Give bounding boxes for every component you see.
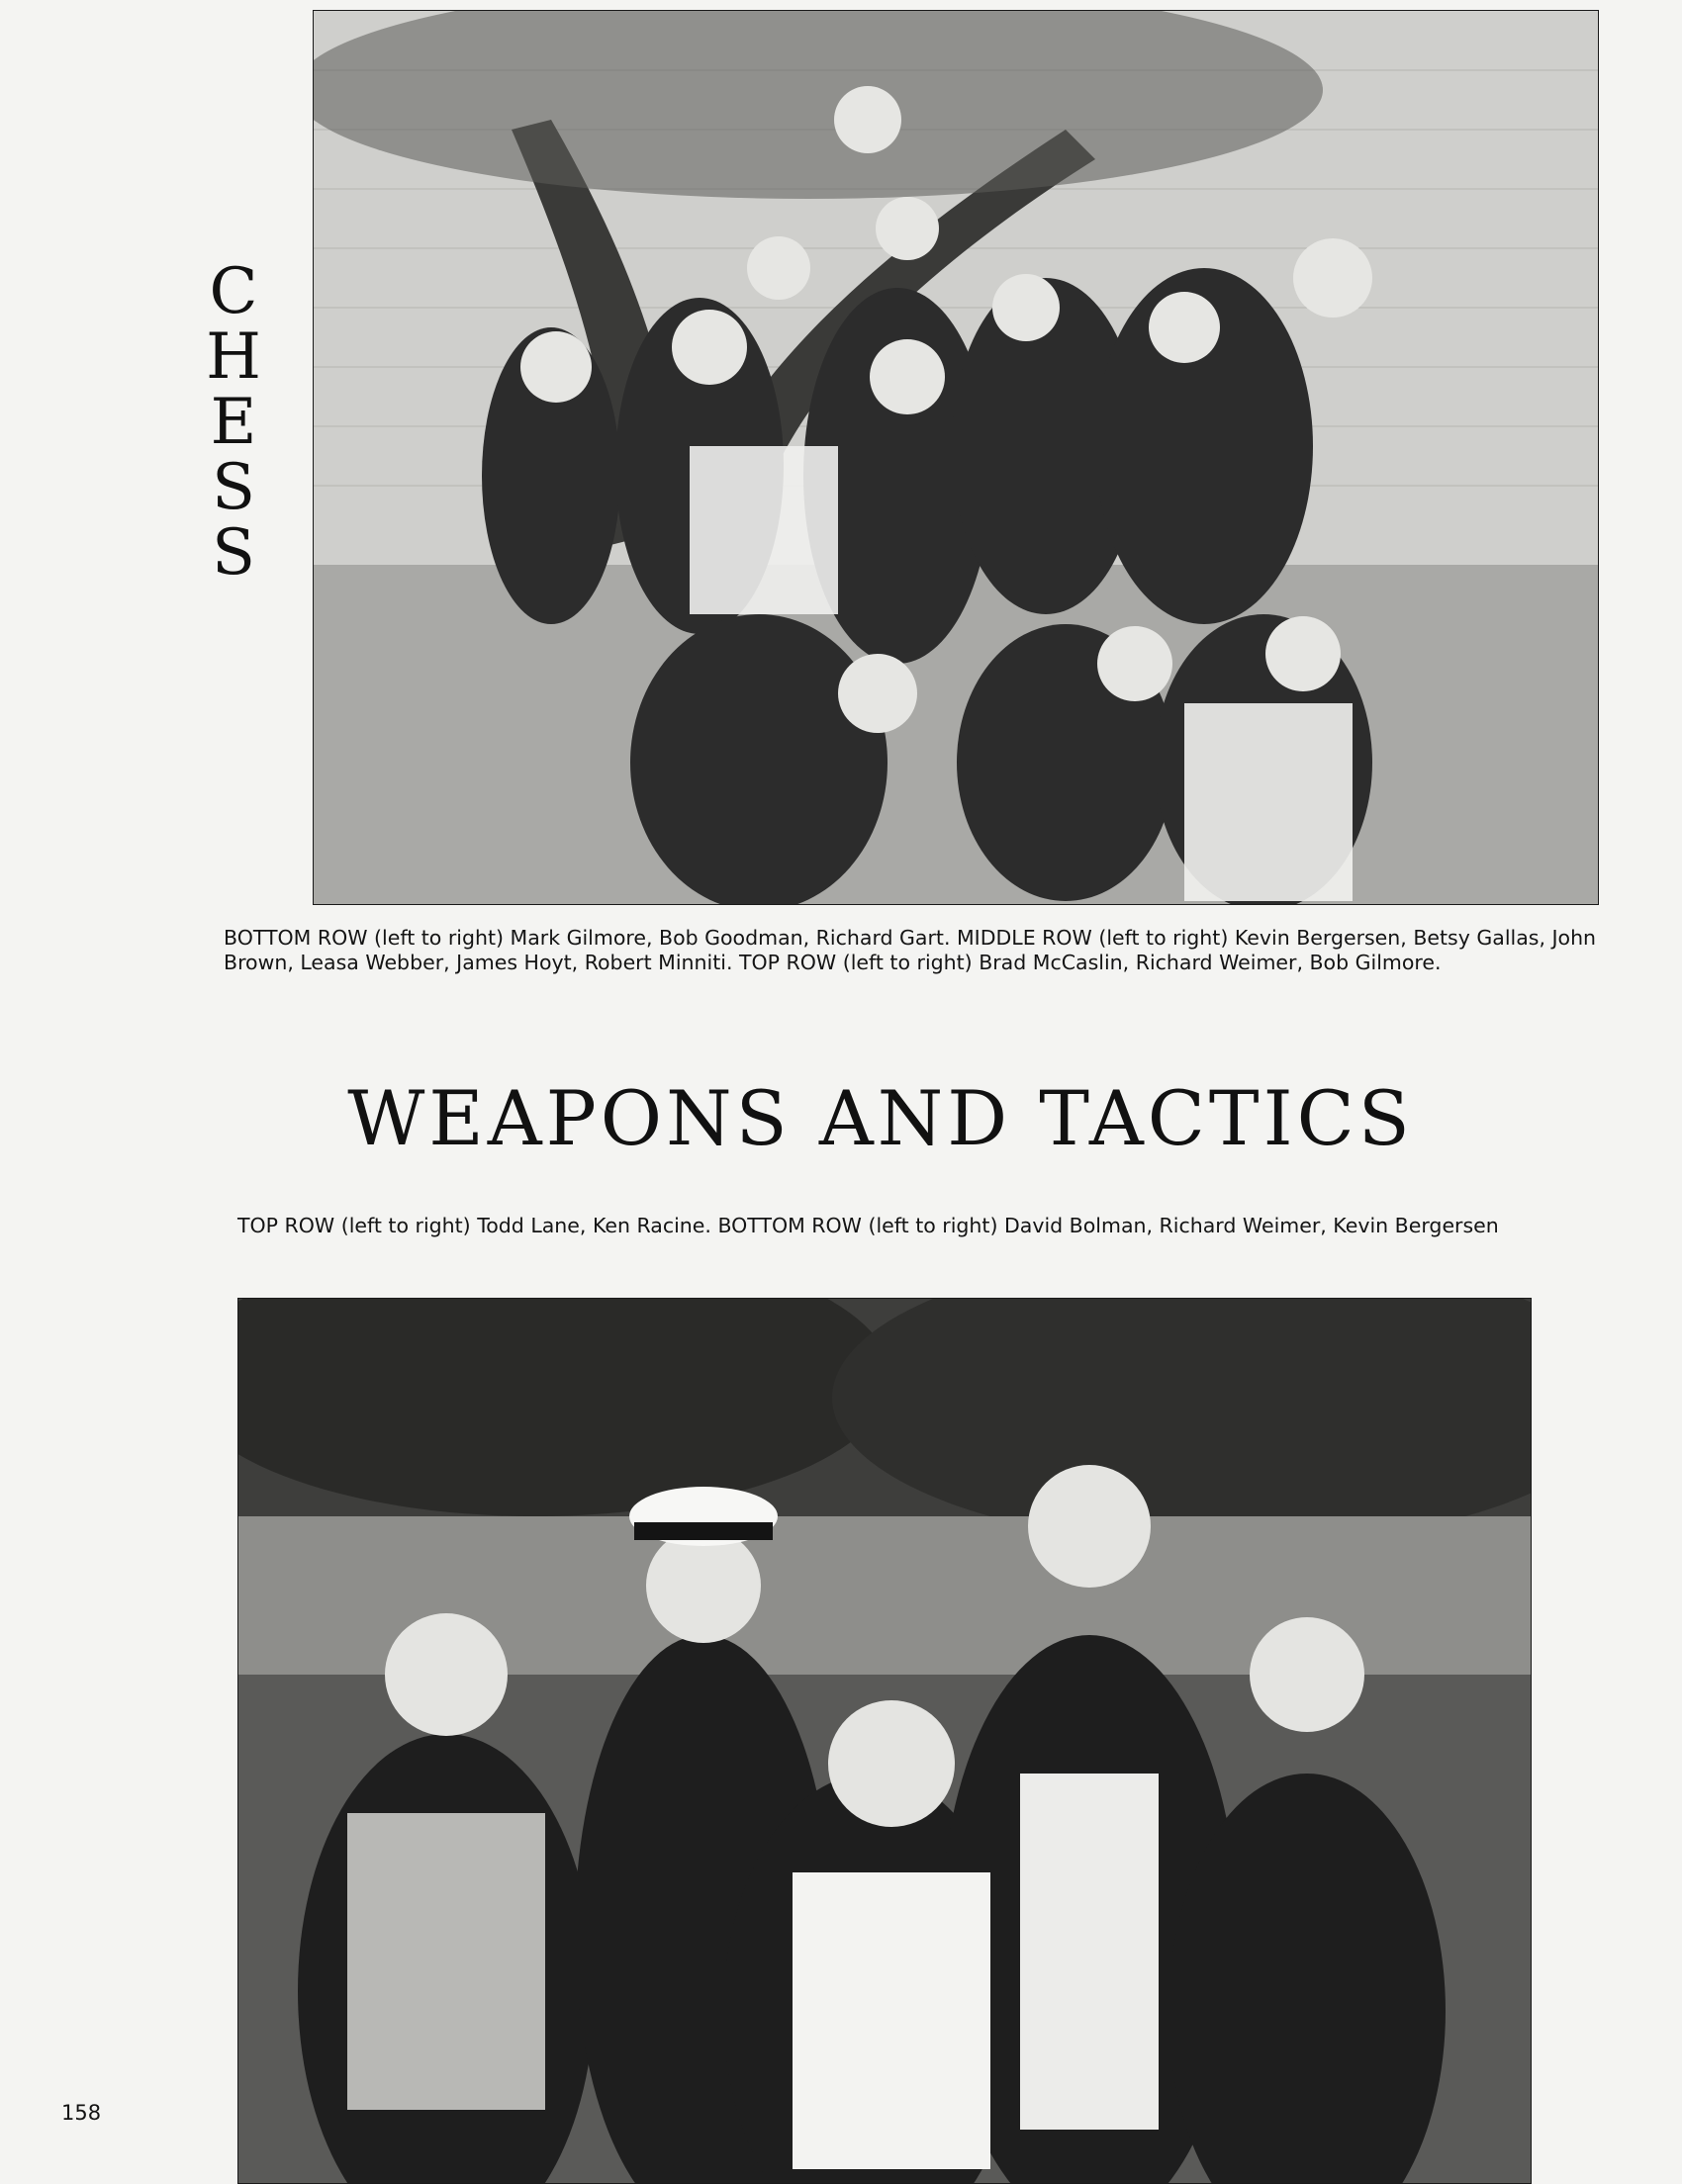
weapons-and-tactics-caption: TOP ROW (left to right) Todd Lane, Ken Racine. BOTTOM ROW (left to right) David Bolman, Richard Weimer, Kevin Bergersen xyxy=(237,1214,1499,1237)
weapons-and-tactics-group-photo xyxy=(237,1298,1532,2184)
chess-title-letter: E xyxy=(210,386,257,459)
weapons-and-tactics-heading: WEAPONS AND TACTICS xyxy=(347,1074,1414,1162)
weapons-photo-illustration xyxy=(238,1299,1531,2183)
chess-title-letter: C xyxy=(209,255,258,328)
chess-photo-illustration xyxy=(314,11,1598,904)
chess-vertical-title xyxy=(204,255,263,590)
page-number: 158 xyxy=(61,2101,102,2125)
chess-caption: BOTTOM ROW (left to right) Mark Gilmore, Bob Goodman, Richard Gart. MIDDLE ROW (left to right) Kevin Bergersen, Betsy Gallas, John Brown, Leasa Webber, James Hoyt, Robert Minniti. TOP ROW (left to right) Brad McCaslin, Richard Weimer, Bob Gilmore. xyxy=(224,926,1597,974)
chess-title-letter: H xyxy=(206,320,261,394)
chess-title-letter: S xyxy=(212,516,255,590)
chess-title-letter: S xyxy=(212,451,255,524)
chess-group-photo xyxy=(313,10,1599,905)
